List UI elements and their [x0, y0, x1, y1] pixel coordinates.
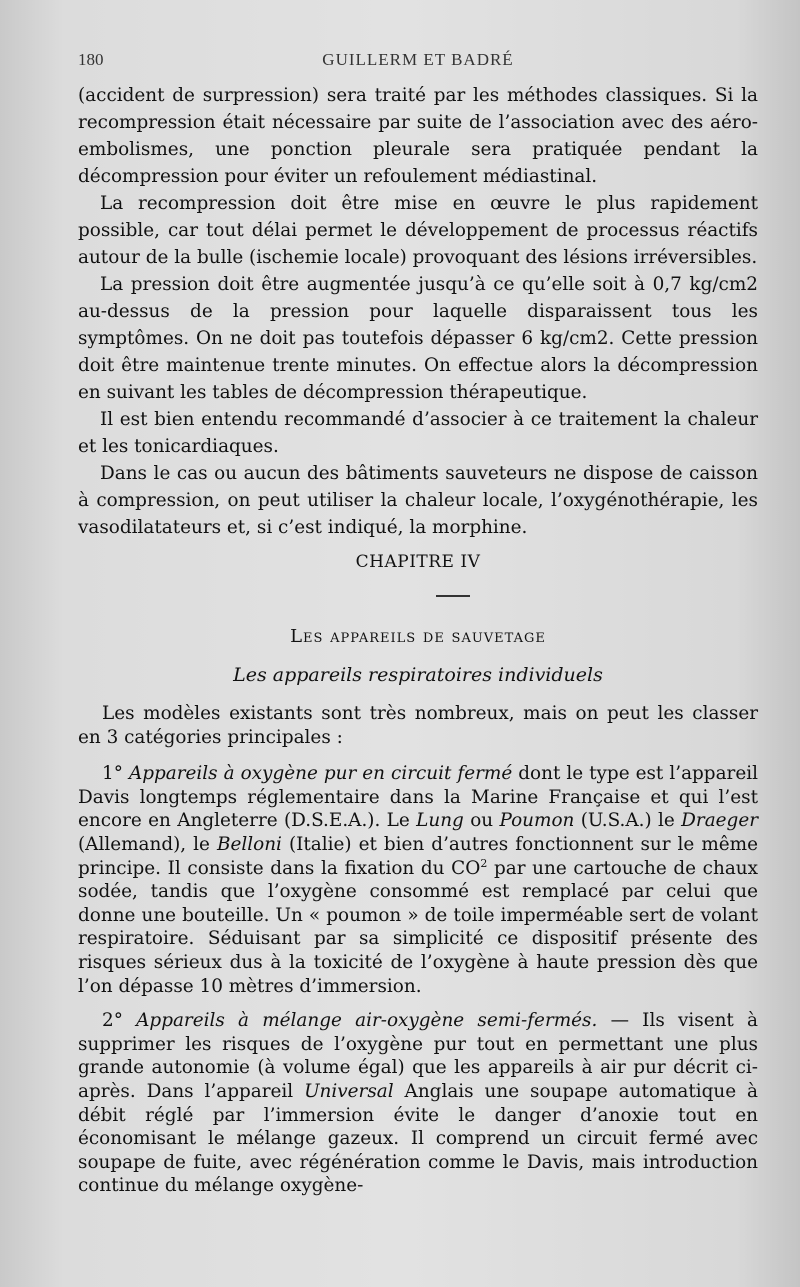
item-title: Appareils à mélange air-oxygène semi-fermés. [136, 1010, 598, 1032]
page-number: 180 [78, 50, 104, 69]
body-text-top [78, 82, 758, 541]
page-header [78, 50, 758, 74]
subsection-title: Les appareils respiratoires individuels [233, 664, 603, 686]
running-title: GUILLERM ET BADRÉ [322, 50, 514, 69]
paragraph: La pression doit être augmentée jusqu’à ce qu’elle soit à 0,7 kg/cm2 au-dessus de la pression pour laquelle disparaissent tous les symptômes. On ne doit pas toutefois dépasser 6 kg/cm2. Cette pression doit être maintenue trente minutes. On effectue alors la décompression en suivant les tables de décompression thérapeutique. [78, 274, 758, 403]
list-item-1: 1° Appareils à oxygène pur en circuit fermé dont le type est l’appareil Davis longtemps réglementaire dans la Marine Française et qui l’est encore en Angleterre (D.S.E.A.). Le Lung ou Poumon (U.S.A.) le Draeger (Allemand), le Belloni (Italie) et bien d’autres fonctionnent sur le même principe. Il consiste dans la fixation du $CO^2$ par une cartouche de chaux sodée, tandis que l’oxygène consommé est remplacé par celui que donne une bouteille. Un « poumon » de toile imperméable sert de volant respiratoire. Séduisant par sa simplicité ce dispositif présente des risques sérieux dus à la toxicité de l’oxygène à haute pression dès que l’on dépasse 10 mètres d’immersion. [78, 763, 759, 997]
list-item-2: 2° Appareils à mélange air-oxygène semi-fermés. — Ils visent à supprimer les risques de l’oxygène pur tout en permettant une plus grande autonomie (à volume égal) que les appareils à air pur décrit ci-après. Dans l’appareil Universal Anglais une soupape automatique à débit réglé par l’immersion évite le danger d’anoxie tout en économisant le mélange gazeux. Il comprend un circuit fermé avec soupape de fuite, avec régénération comme le Davis, mais introduction continue du mélange oxygène- [78, 1010, 758, 1197]
body-text-bottom [78, 702, 758, 1209]
paragraph: La recompression doit être mise en œuvre le plus rapidement possible, car tout délai permet le développement de processus réactifs autour de la bulle (ischemie locale) provoquant des lésions irréversibles. [78, 193, 758, 268]
section-title: Les appareils de sauvetage [290, 626, 546, 647]
paragraph: Dans le cas ou aucun des bâtiments sauveteurs ne dispose de caisson à compression, on peut utiliser la chaleur locale, l’oxygénothérapie, les vasodilatateurs et, si c’est indiqué, la morphine. [78, 463, 758, 538]
divider [436, 595, 470, 597]
chapter-title: CHAPITRE IV [355, 552, 481, 572]
intro-paragraph: Les modèles existants sont très nombreux, mais on peut les classer en 3 catégories principales : [78, 703, 758, 748]
paragraph: (accident de surpression) sera traité par les méthodes classiques. Si la recompression était nécessaire par suite de l’association avec des aéro-embolismes, une ponction pleurale sera pratiquée pendant la décompression pour éviter un refoulement médiastinal. [78, 85, 758, 187]
item-title: Appareils à oxygène pur en circuit fermé [128, 763, 513, 785]
paragraph: Il est bien entendu recommandé d’associer à ce traitement la chaleur et les tonicardiaques. [78, 409, 758, 457]
